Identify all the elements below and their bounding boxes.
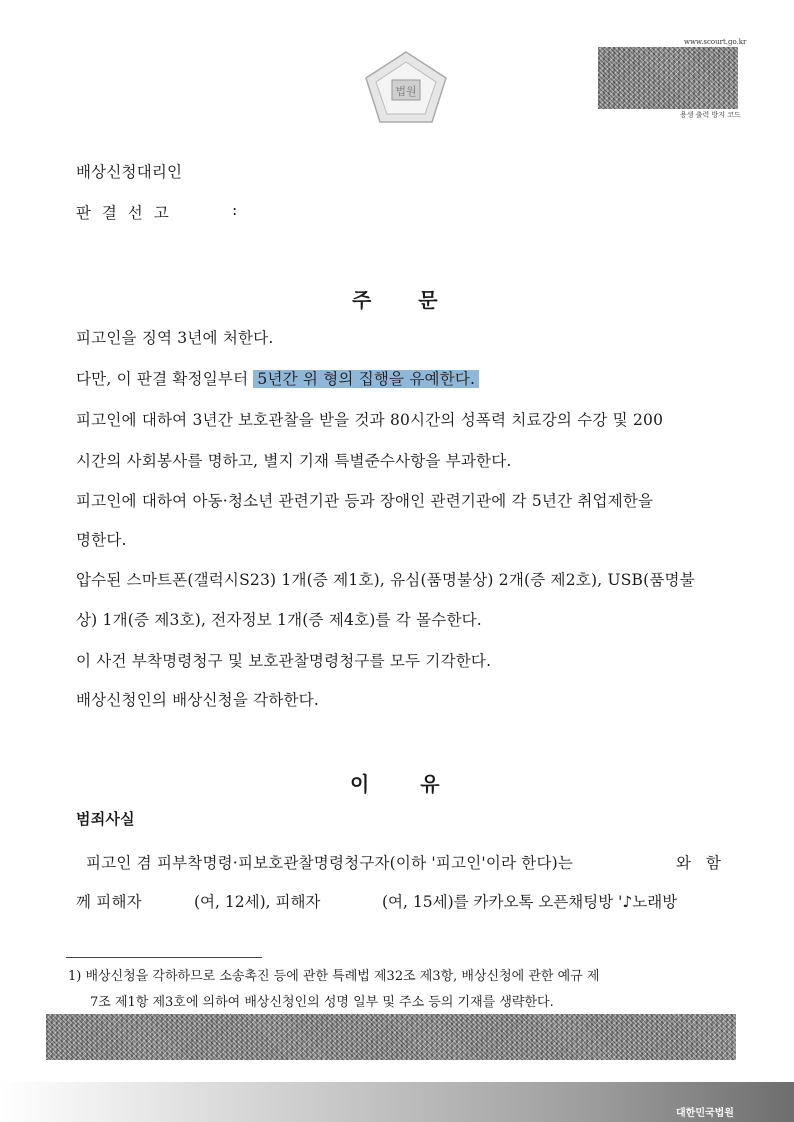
- order-line-5: 피고인에 대하여 아동·청소년 관련기관 등과 장애인 관련기관에 각 5년간 취업제한을: [76, 492, 654, 510]
- order-line-6: 명한다.: [76, 531, 127, 549]
- order-line-2-text: 다만, 이 판결 확정일부터: [76, 370, 249, 388]
- order-title: 주 문: [352, 288, 438, 312]
- security-pattern-strip: [46, 1014, 736, 1060]
- court-emblem-icon: [362, 48, 450, 128]
- copy-protection-code: [598, 47, 738, 109]
- section-heading: 범죄사실: [76, 810, 135, 828]
- order-line-1: 피고인을 징역 3년에 처한다.: [76, 329, 274, 347]
- highlighted-text: 5년간 위 형의 집행을 유예한다.: [253, 370, 479, 388]
- order-line-2: [76, 367, 479, 389]
- reason-para-1-end: 와 함: [676, 854, 721, 872]
- order-line-8: 상) 1개(증 제3호), 전자정보 1개(증 제4호)를 각 몰수한다.: [76, 611, 482, 629]
- qr-url: www.scourt.go.kr: [684, 38, 747, 46]
- qr-caption: 용생 출력 방지 코드: [680, 111, 741, 119]
- reason-para-2-a: 께 피해자: [76, 893, 142, 911]
- reason-title: 이 유: [350, 772, 440, 796]
- footer-court-name: 대한민국법원: [676, 1108, 734, 1119]
- footnote-divider: [66, 957, 262, 958]
- footer-band: [0, 1082, 794, 1122]
- reason-para-2-c: (여, 15세)를 카카오톡 오픈채팅방 '♪노래방: [382, 893, 678, 911]
- verdict-label: 판 결 선 고: [76, 204, 172, 222]
- order-line-4: 시간의 사회봉사를 명하고, 별지 기재 특별준수사항을 부과한다.: [76, 452, 512, 470]
- emblem-text: 법원: [395, 85, 417, 98]
- reason-para-2-b: (여, 12세), 피해자: [194, 893, 321, 911]
- verdict-separator: :: [232, 201, 238, 219]
- reason-para-1: 피고인 겸 피부착명령·피보호관찰명령청구자(이하 '피고인'이라 한다)는: [86, 854, 574, 872]
- order-line-10: 배상신청인의 배상신청을 각하한다.: [76, 691, 319, 709]
- agent-label: 배상신청대리인: [76, 163, 183, 181]
- order-line-9: 이 사건 부착명령청구 및 보호관찰명령청구를 모두 기각한다.: [76, 652, 492, 670]
- footnote-line-1: 1) 배상신청을 각하하므로 소송촉진 등에 관한 특례법 제32조 제3항, 배상신청에 관한 예규 제: [68, 969, 600, 984]
- footnote-line-2: 7조 제1항 제3호에 의하여 배상신청인의 성명 일부 및 주소 등의 기재를 생략한다.: [90, 995, 554, 1010]
- order-line-7: 압수된 스마트폰(갤럭시S23) 1개(증 제1호), 유심(품명불상) 2개(증 제2호), USB(품명불: [76, 571, 695, 589]
- order-line-3: 피고인에 대하여 3년간 보호관찰을 받을 것과 80시간의 성폭력 치료강의 수강 및 200: [76, 411, 664, 429]
